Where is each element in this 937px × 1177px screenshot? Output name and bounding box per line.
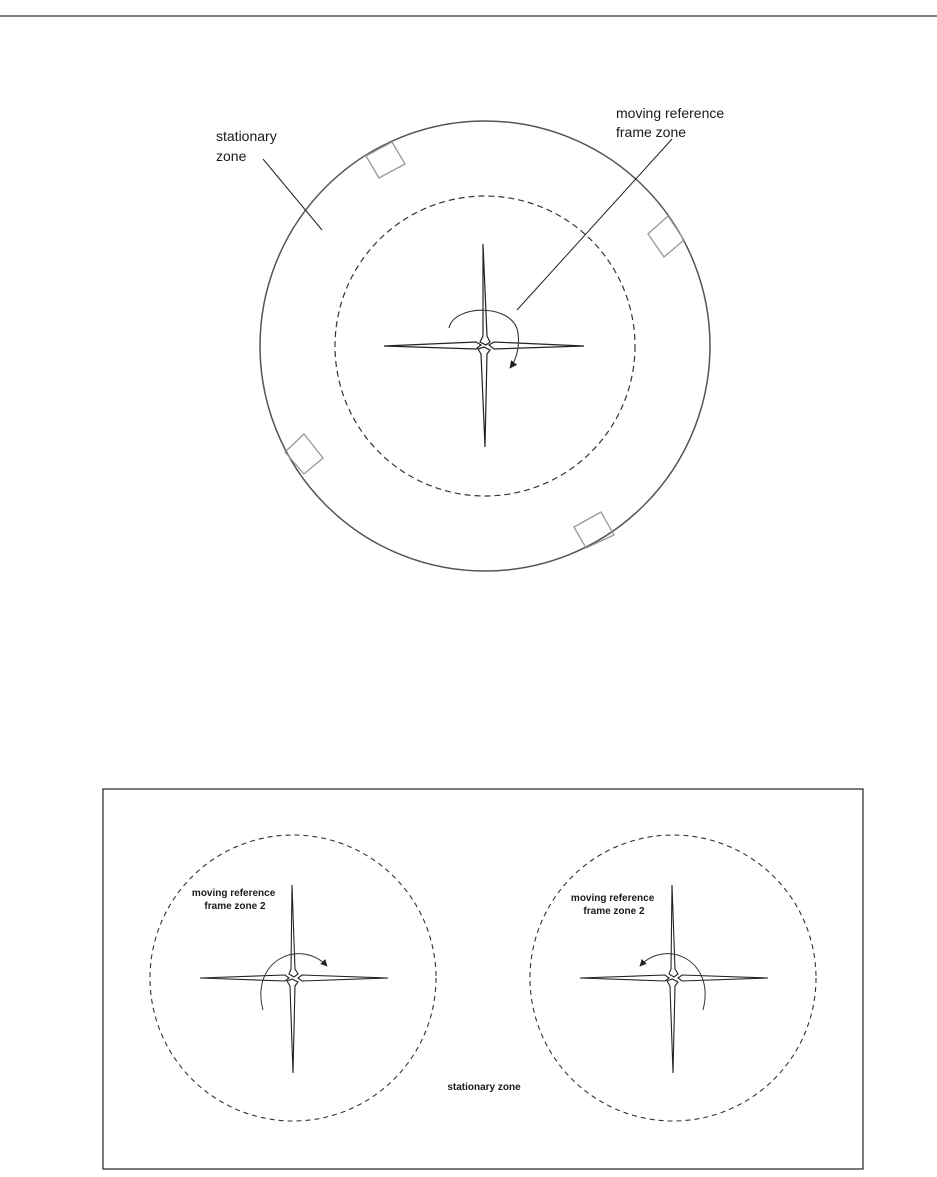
baffle — [285, 434, 323, 474]
right-zone-label: moving reference frame zone 2 — [570, 893, 655, 917]
bottom-figure — [103, 789, 863, 1169]
stationary-zone-leader — [263, 159, 322, 230]
moving-zone-leader — [517, 139, 672, 310]
top-figure — [216, 105, 728, 571]
left-zone-label: moving reference frame zone 2 — [191, 888, 276, 912]
moving-zone-label: moving reference frame zone — [616, 105, 725, 140]
baffle — [366, 142, 405, 178]
baffle — [648, 216, 684, 257]
left-mrf-zone-boundary — [150, 835, 436, 1121]
four-blade-impeller-icon — [384, 244, 584, 447]
outer-tank-wall — [260, 121, 710, 571]
stationary-zone-label: stationary zone — [447, 1082, 521, 1093]
stationary-zone-label: stationary zone — [216, 128, 277, 164]
four-blade-impeller-icon — [200, 885, 388, 1073]
mrf-zone-boundary — [335, 196, 635, 496]
right-mrf-zone-boundary — [530, 835, 816, 1121]
